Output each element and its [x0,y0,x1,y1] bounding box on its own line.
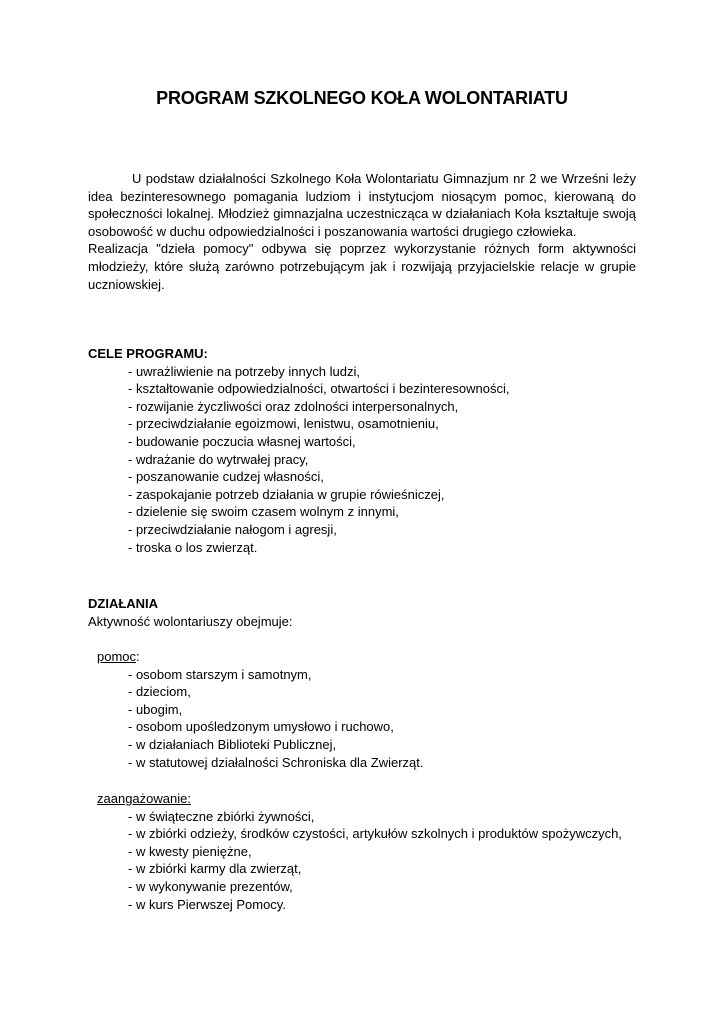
goal-item: - budowanie poczucia własnej wartości, [128,433,356,449]
help-item: - ubogim, [128,701,183,717]
goals-section [88,345,636,556]
goal-item: - kształtowanie odpowiedzialności, otwartości i bezinteresowności, [128,381,510,397]
intro-paragraph-1: U podstaw działalności Szkolnego Koła Wolontariatu Gimnazjum nr 2 we Wrześni leży idea bezinteresownego pomagania ludziom i instytucjom niosącym pomoc, kierowaną do społeczności lokalnej. Młodzież gimnazjalna uczestnicząca w działaniach Koła kształtuje swoją osobowość w duchu odpowiedzialności i poszanowania wartości drugiego człowieka. [88,171,636,239]
goal-item: - zaspokajanie potrzeb działania w grupie rówieśniczej, [128,486,445,502]
engagement-item: - w kwesty pieniężne, [128,843,252,859]
engagement-section [88,790,636,913]
help-subheading [88,648,636,666]
engagement-item: - w kurs Pierwszej Pomocy. [128,896,286,912]
help-label-suffix: : [136,649,140,664]
actions-intro: Aktywność wolontariuszy obejmuje: [88,613,293,629]
goal-item: - poszanowanie cudzej własności, [128,469,324,485]
engagement-item: - w zbiórki karmy dla zwierząt, [128,861,302,877]
goal-item: - przeciwdziałanie egoizmowi, lenistwu, osamotnieniu, [128,416,439,432]
document-title: PROGRAM SZKOLNEGO KOŁA WOLONTARIATU [156,88,568,108]
goals-list [88,363,636,557]
goal-item: - rozwijanie życzliwości oraz zdolności interpersonalnych, [128,398,459,414]
intro-paragraph-2: Realizacja "dzieła pomocy" odbywa się poprzez wykorzystanie różnych form aktywności młodzieży, które służą zarówno potrzebującym jak i rozwijają przyjacielskie relacje w grupie uczniowskiej. [88,241,636,292]
help-item: - dzieciom, [128,684,191,700]
engagement-item: - w zbiórki odzieży, środków czystości, artykułów szkolnych i produktów spożywczych, [128,826,622,842]
help-item: - osobom upośledzonym umysłowo i ruchowo, [128,719,394,735]
actions-heading: DZIAŁANIA [88,596,159,611]
intro-section [88,170,636,293]
engagement-list [88,808,636,914]
document-page [88,0,636,1024]
goal-item: - uwrażliwienie na potrzeby innych ludzi, [128,363,360,379]
help-section [88,648,636,771]
help-label: pomoc [97,649,137,664]
goal-item: - troska o los zwierząt. [128,539,258,555]
help-item: - w statutowej działalności Schroniska dla Zwierząt. [128,754,424,770]
goal-item: - dzielenie się swoim czasem wolnym z innymi, [128,504,399,520]
goal-item: - wdrażanie do wytrwałej pracy, [128,451,309,467]
goals-heading: CELE PROGRAMU: [88,346,208,361]
help-item: - w działaniach Biblioteki Publicznej, [128,736,337,752]
goal-item: - przeciwdziałanie nałogom i agresji, [128,521,337,537]
engagement-item: - w wykonywanie prezentów, [128,878,293,894]
engagement-item: - w świąteczne zbiórki żywności, [128,808,315,824]
actions-section [88,595,636,630]
engagement-subheading: zaangażowanie: [97,791,191,806]
help-list [88,666,636,772]
help-item: - osobom starszym i samotnym, [128,666,312,682]
